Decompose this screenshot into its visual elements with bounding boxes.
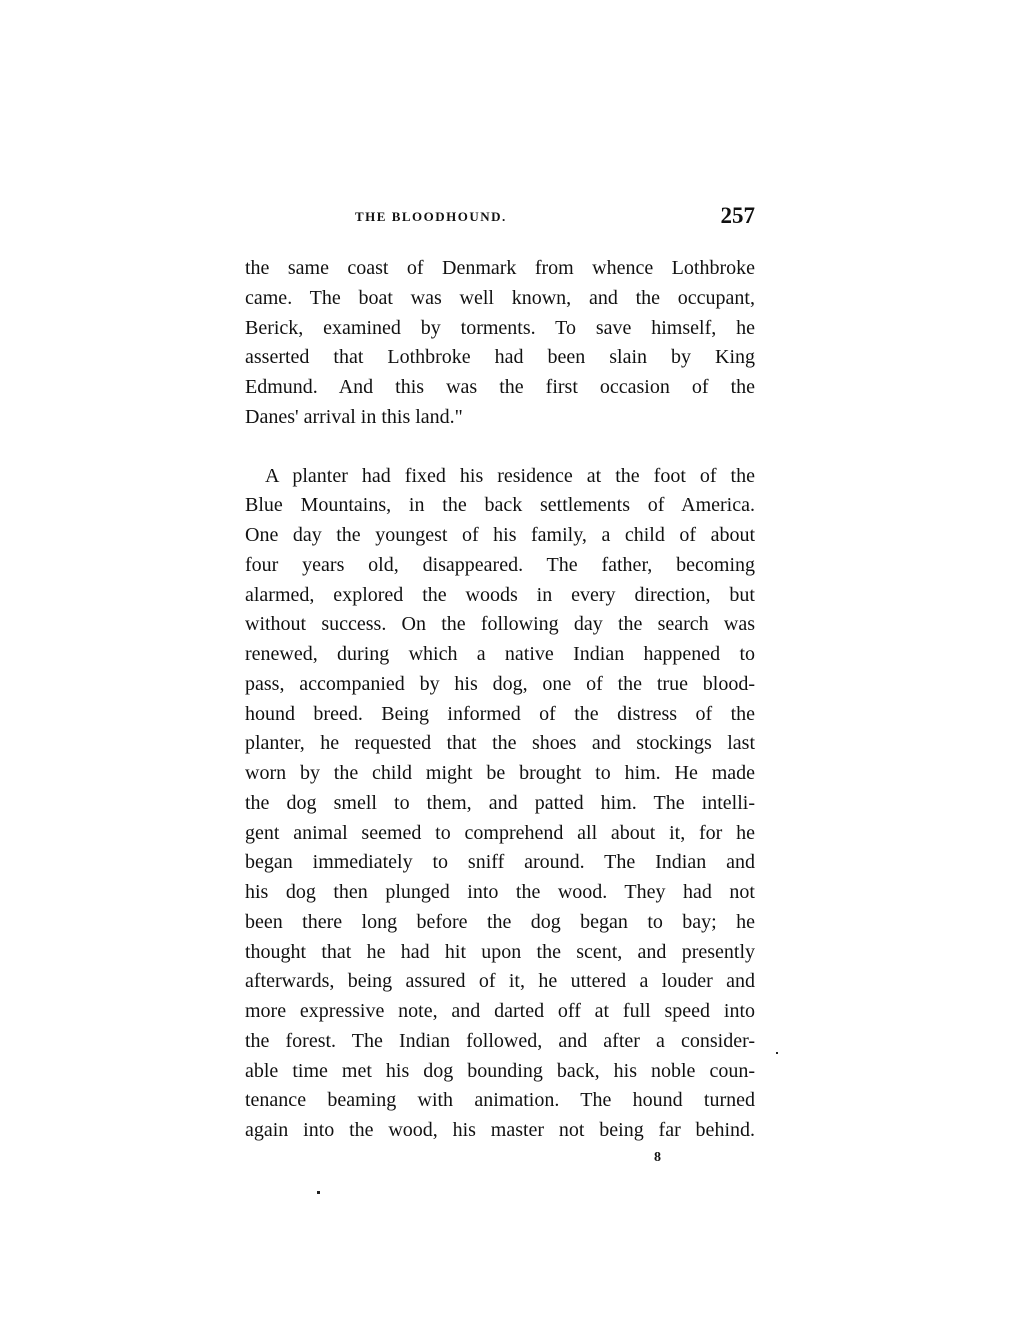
page-header <box>245 203 755 233</box>
text-line: his dog then plunged into the wood. They had not <box>245 881 755 903</box>
text-line: afterwards, being assured of it, he uttered a louder and <box>245 970 755 993</box>
text-line: the dog smell to them, and patted him. The intelli- <box>245 791 755 814</box>
running-title: THE BLOODHOUND. <box>355 209 507 224</box>
text-line: thought that he had hit upon the scent, and presently <box>245 940 755 963</box>
scan-speck <box>317 1191 320 1194</box>
text-line: came. The boat was well known, and the occupant, <box>245 286 755 309</box>
text-line: alarmed, explored the woods in every direction, but <box>245 583 755 606</box>
text-line: four years old, disappeared. The father, becoming <box>245 553 755 576</box>
scan-speck <box>776 1052 778 1054</box>
text-line: Berick, examined by torments. To save himself, he <box>245 316 755 339</box>
text-line: pass, accompanied by his dog, one of the true blood- <box>245 672 755 695</box>
text-line: more expressive note, and darted off at full speed into <box>245 1000 755 1022</box>
text-line: been there long before the dog began to bay; he <box>245 910 755 933</box>
paragraph-2 <box>245 462 755 1146</box>
text-line: gent animal seemed to comprehend all about it, for he <box>245 821 755 844</box>
text-line: Edmund. And this was the first occasion of the <box>245 376 755 398</box>
text-line: asserted that Lothbroke had been slain by King <box>245 346 755 369</box>
text-line: without success. On the following day the search was <box>245 613 755 636</box>
text-line: renewed, during which a native Indian happened to <box>245 643 755 665</box>
text-line: tenance beaming with animation. The hound turned <box>245 1089 755 1112</box>
text-line: Danes' arrival in this land." <box>245 405 463 428</box>
text-line: planter, he requested that the shoes and stockings last <box>245 732 755 755</box>
text-line: the forest. The Indian followed, and after a consider- <box>245 1029 755 1052</box>
page-body <box>245 254 755 1146</box>
text-line: hound breed. Being informed of the distress of the <box>245 702 755 725</box>
text-line: worn by the child might be brought to him. He made <box>245 762 755 784</box>
text-line: Blue Mountains, in the back settlements of America. <box>245 494 755 517</box>
text-line: A planter had fixed his residence at the foot of the <box>265 464 755 487</box>
text-line: One day the youngest of his family, a child of about <box>245 524 755 546</box>
text-line: the same coast of Denmark from whence Lothbroke <box>245 257 755 279</box>
text-line: able time met his dog bounding back, his noble coun- <box>245 1059 755 1082</box>
text-line: began immediately to sniff around. The Indian and <box>245 851 755 874</box>
signature-mark: 8 <box>654 1150 661 1165</box>
text-line: again into the wood, his master not being far behind. <box>245 1119 755 1141</box>
paragraph-1 <box>245 254 755 433</box>
page-number: 257 <box>720 203 755 228</box>
